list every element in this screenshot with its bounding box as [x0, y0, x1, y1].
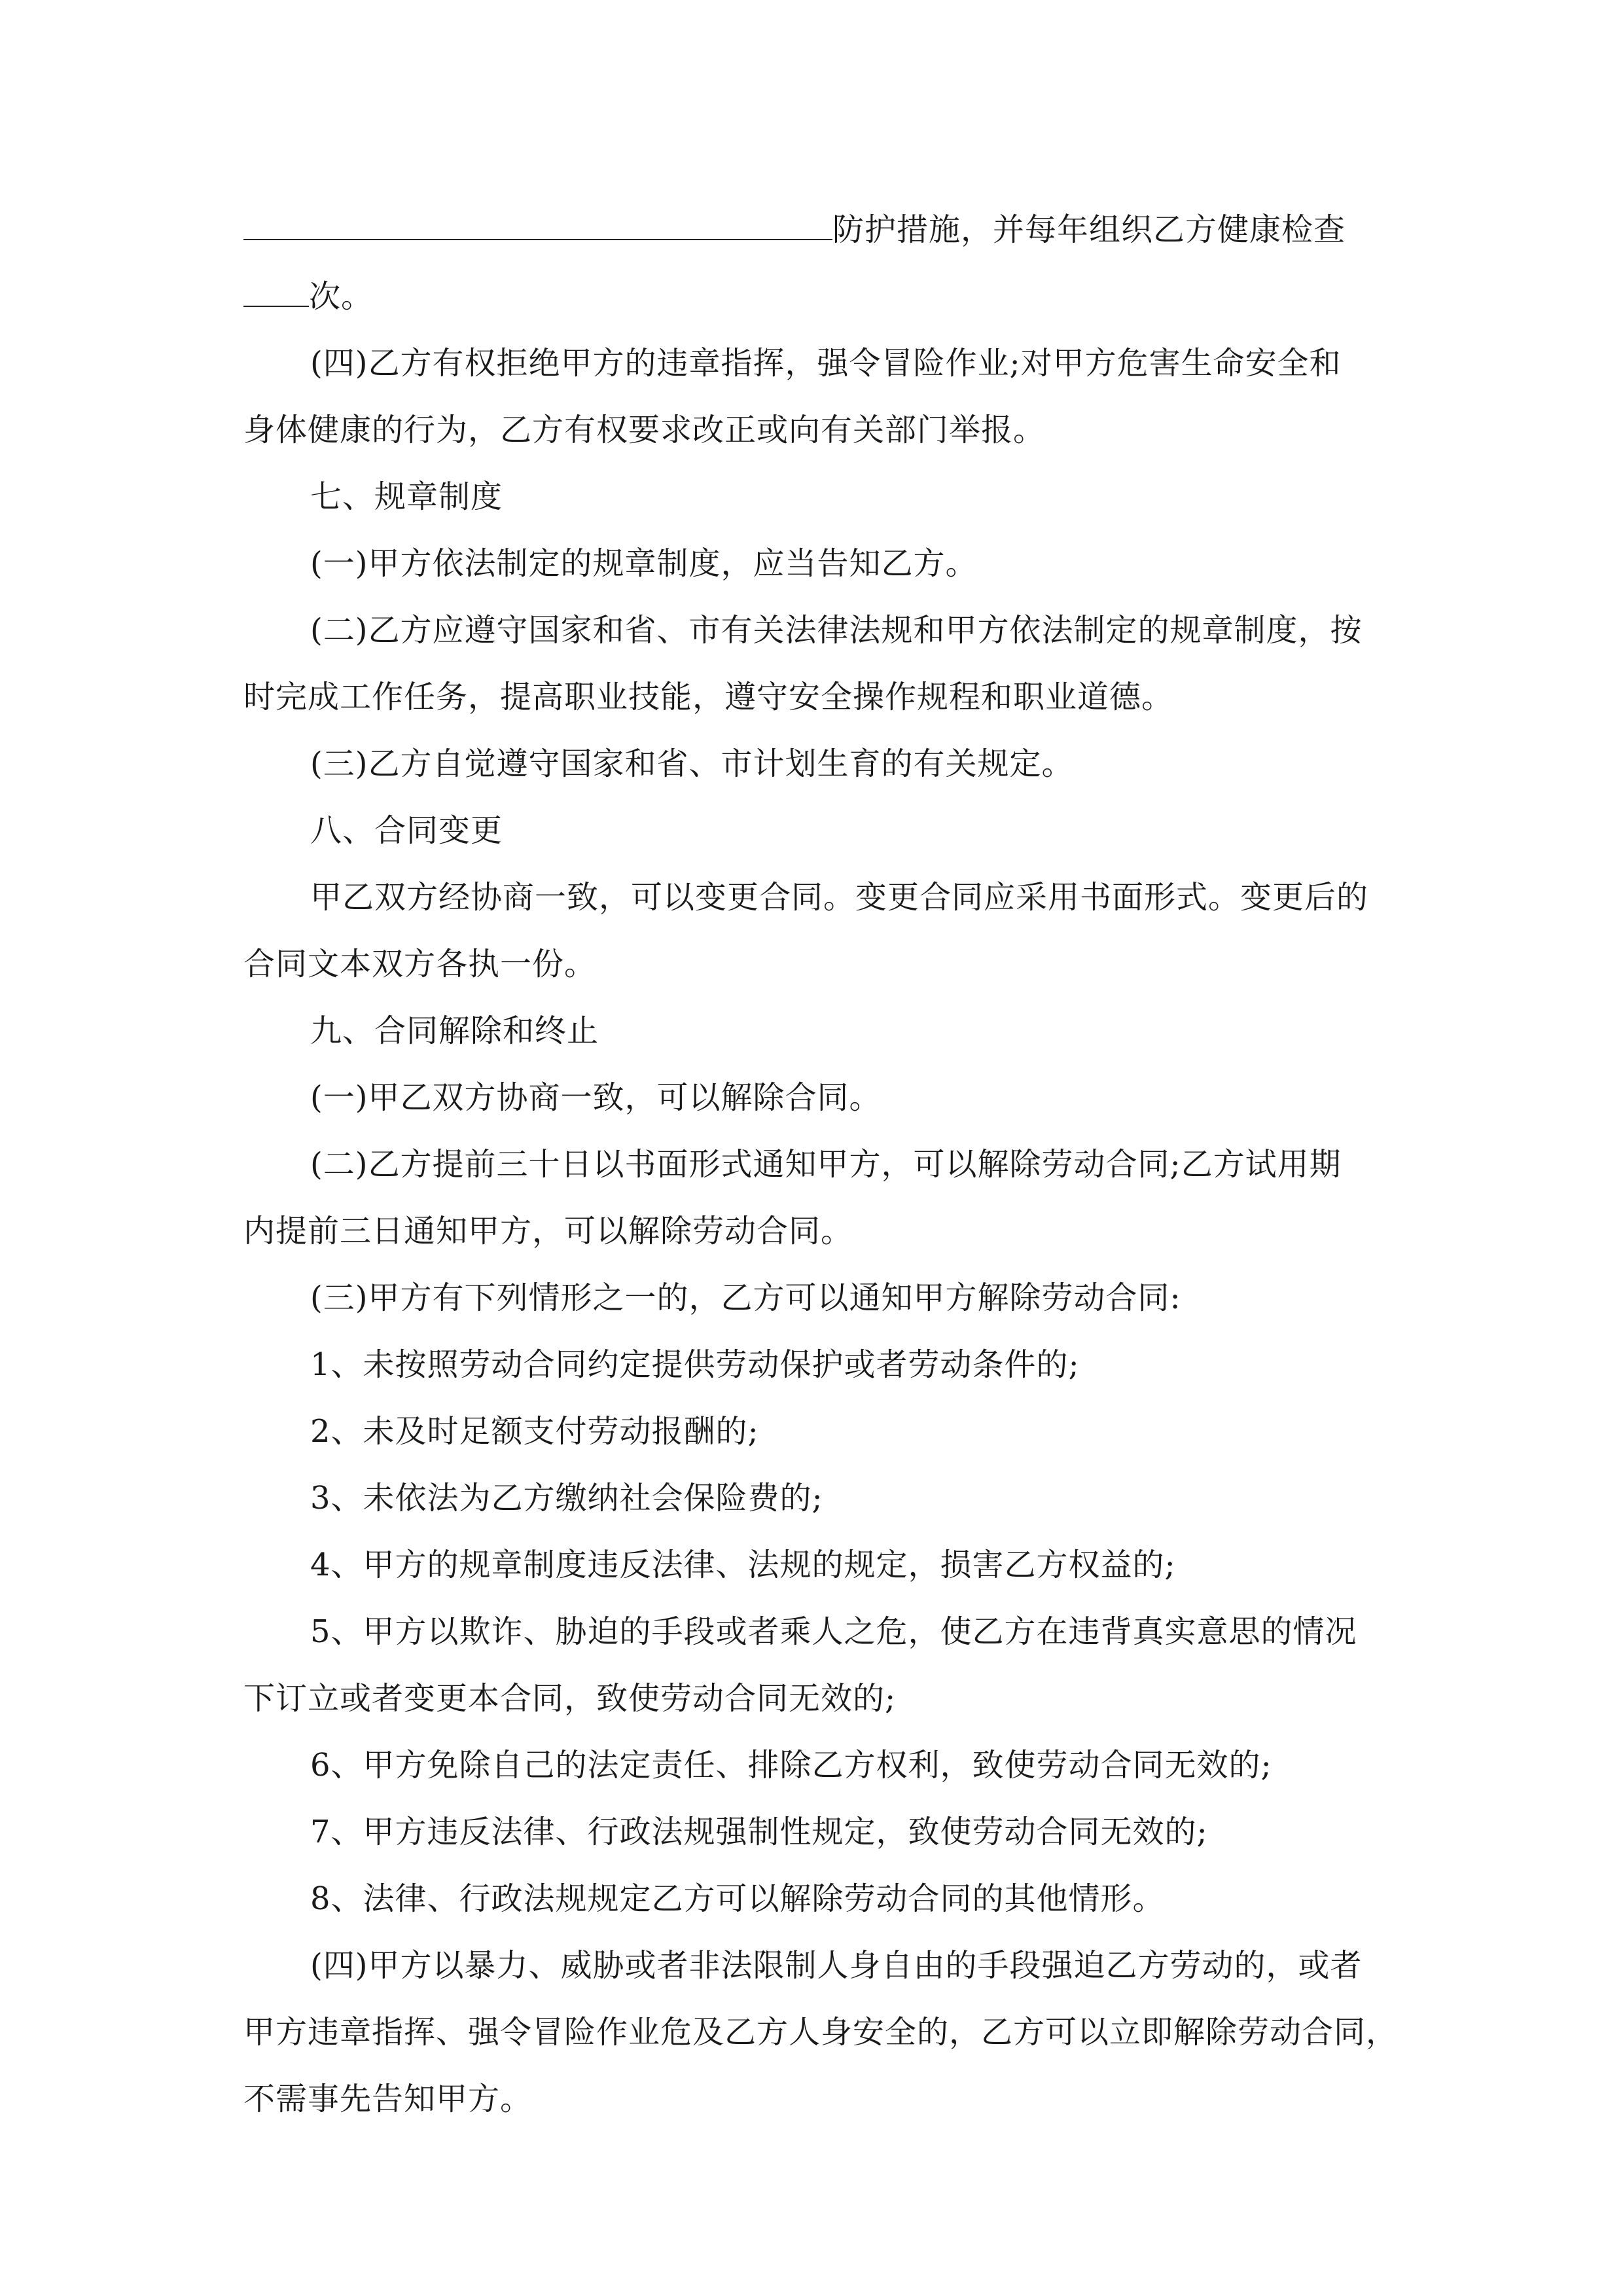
- section-heading: 七、规章制度: [310, 478, 503, 515]
- text-line: [243, 196, 1382, 263]
- section-heading: 九、合同解除和终止: [310, 1013, 599, 1049]
- fill-in-blank: [243, 206, 832, 240]
- list-item: 3、未依法为乙方缴纳社会保险费的;: [310, 1480, 823, 1516]
- list-item: 4、甲方的规章制度违反法律、法规的规定，损害乙方权益的;: [310, 1547, 1176, 1583]
- text-line: 下订立或者变更本合同，致使劳动合同无效的;: [243, 1680, 897, 1717]
- list-item: 7、甲方违反法律、行政法规强制性规定，致使劳动合同无效的;: [310, 1814, 1208, 1850]
- paragraph-line: (四)乙方有权拒绝甲方的违章指挥，强令冒险作业;对甲方危害生命安全和: [310, 345, 1342, 382]
- text-line: 合同文本双方各执一份。: [243, 946, 597, 982]
- text-line: 时完成工作任务，提高职业技能，遵守安全操作规程和职业道德。: [243, 679, 1174, 715]
- text-line: 不需事先告知甲方。: [243, 2081, 533, 2117]
- text-line: 内提前三日通知甲方，可以解除劳动合同。: [243, 1213, 853, 1249]
- line-text: 次。: [309, 278, 374, 315]
- list-item: 5、甲方以欺诈、胁迫的手段或者乘人之危，使乙方在违背真实意思的情况: [310, 1613, 1357, 1650]
- list-item: 8、法律、行政法规规定乙方可以解除劳动合同的其他情形。: [310, 1880, 1165, 1917]
- list-item: 6、甲方免除自己的法定责任、排除乙方权利，致使劳动合同无效的;: [310, 1747, 1272, 1784]
- paragraph-line: (二)乙方应遵守国家和省、市有关法律法规和甲方依法制定的规章制度，按: [310, 612, 1363, 649]
- paragraph-line: (三)乙方自觉遵守国家和省、市计划生育的有关规定。: [310, 745, 1074, 782]
- list-item: 1、未按照劳动合同约定提供劳动保护或者劳动条件的;: [310, 1346, 1080, 1383]
- paragraph-line: 甲乙双方经协商一致，可以变更合同。变更合同应采用书面形式。变更后的: [310, 879, 1369, 916]
- paragraph-line: (二)乙方提前三十日以书面形式通知甲方，可以解除劳动合同;乙方试用期: [310, 1146, 1342, 1183]
- paragraph-line: (一)甲乙双方协商一致，可以解除合同。: [310, 1079, 882, 1116]
- text-line: 身体健康的行为，乙方有权要求改正或向有关部门举报。: [243, 412, 1046, 448]
- document-page: [243, 196, 1399, 2132]
- list-item: 2、未及时足额支付劳动报酬的;: [310, 1413, 759, 1450]
- paragraph-line: (四)甲方以暴力、威胁或者非法限制人身自由的手段强迫乙方劳动的，或者: [310, 1947, 1363, 1984]
- text-line: [243, 263, 1382, 330]
- fill-in-blank: [243, 273, 309, 307]
- paragraph-line: (三)甲方有下列情形之一的，乙方可以通知甲方解除劳动合同:: [310, 1280, 1181, 1316]
- line-text: 防护措施，并每年组织乙方健康检查: [832, 211, 1346, 248]
- paragraph-line: (一)甲方依法制定的规章制度，应当告知乙方。: [310, 545, 978, 582]
- text-line: 甲方违章指挥、强令冒险作业危及乙方人身安全的，乙方可以立即解除劳动合同，: [243, 2014, 1399, 2051]
- section-heading: 八、合同变更: [310, 812, 503, 849]
